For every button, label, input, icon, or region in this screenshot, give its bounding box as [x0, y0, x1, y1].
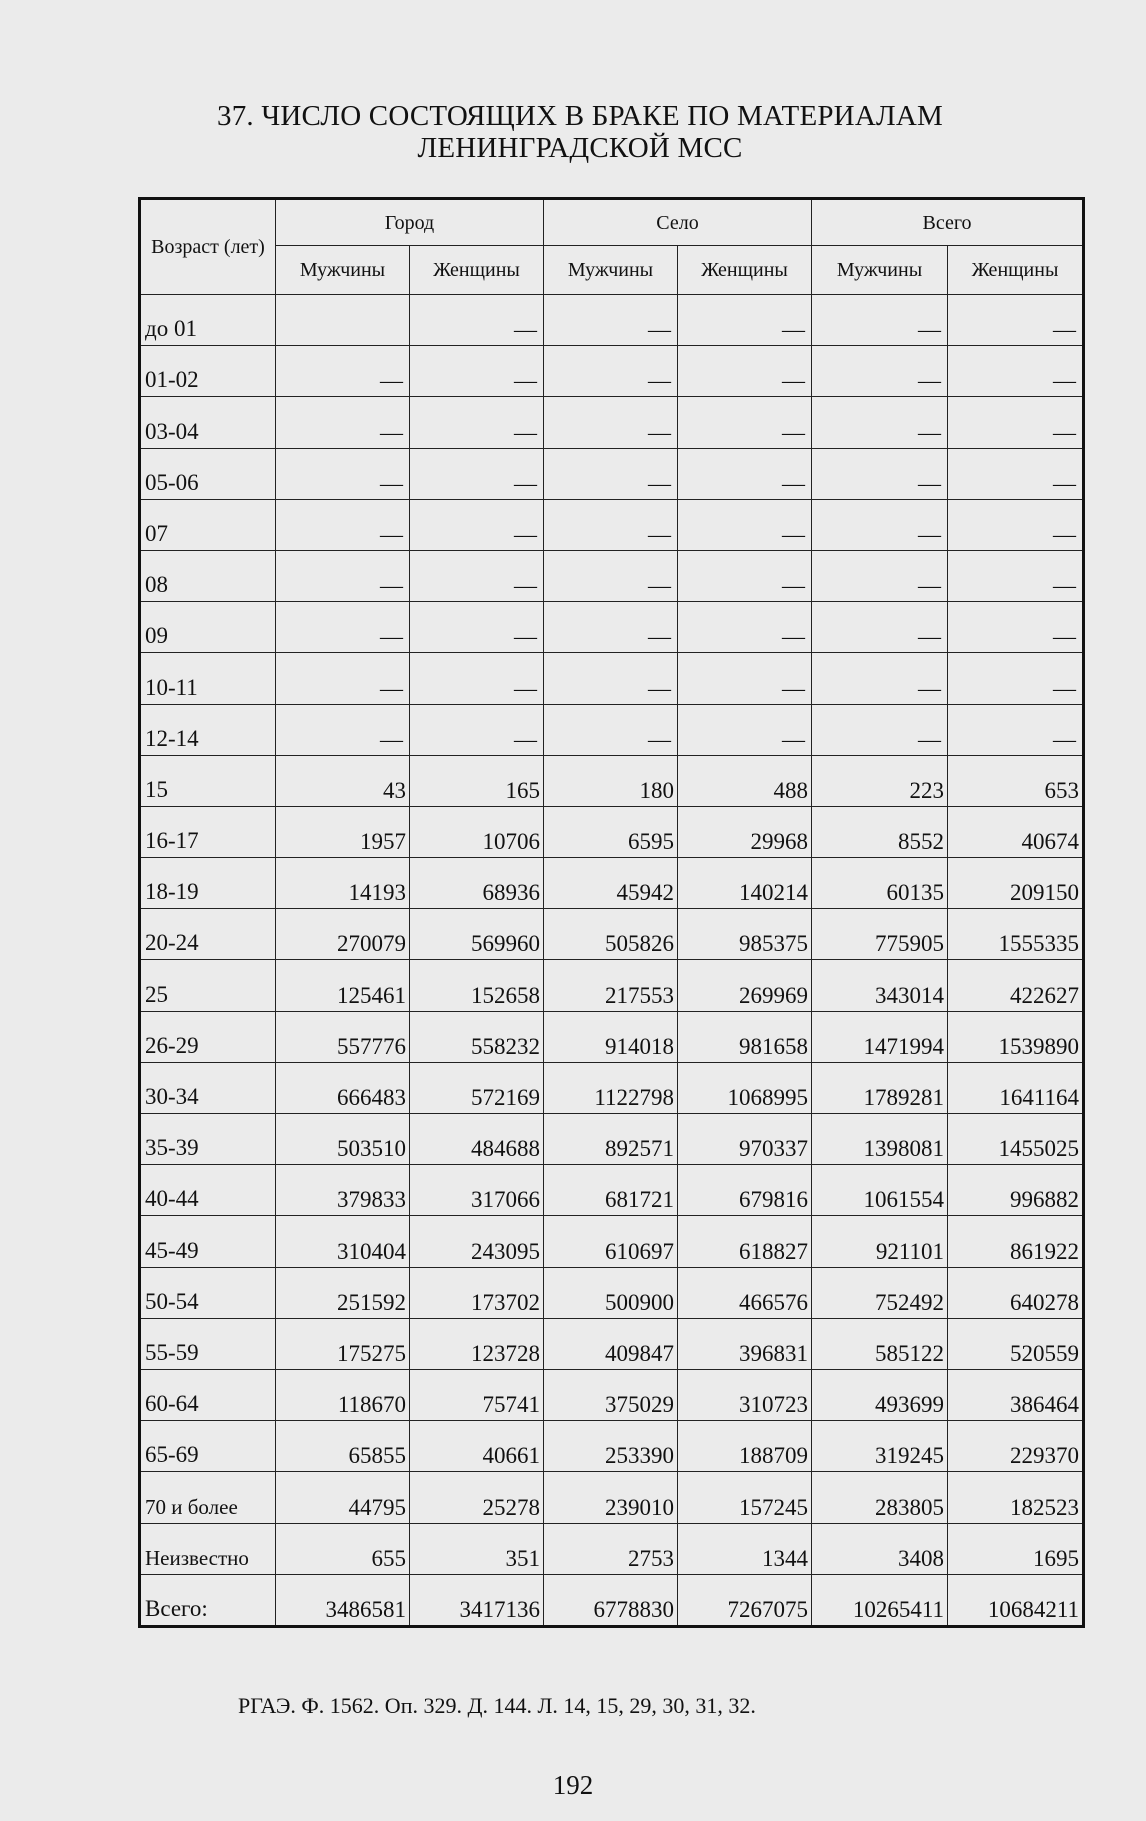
table-row — [140, 806, 1084, 857]
value-cell: 618827 — [678, 1216, 812, 1267]
value-cell: — — [948, 704, 1084, 755]
value-cell: — — [276, 704, 410, 755]
group-header-city: Город — [276, 199, 544, 246]
value-cell: 1455025 — [948, 1114, 1084, 1165]
value-cell: 640278 — [948, 1267, 1084, 1318]
value-cell: — — [812, 397, 948, 448]
value-cell: 243095 — [410, 1216, 544, 1267]
value-cell: 173702 — [410, 1267, 544, 1318]
value-cell: — — [678, 448, 812, 499]
table-row — [140, 550, 1084, 601]
value-cell: — — [410, 499, 544, 550]
value-cell: — — [276, 550, 410, 601]
value-cell: 503510 — [276, 1114, 410, 1165]
subheader-total-women: Женщины — [948, 246, 1084, 295]
age-cell: 35-39 — [140, 1114, 276, 1165]
table-row — [140, 1523, 1084, 1574]
value-cell: 1122798 — [544, 1062, 678, 1113]
table-row — [140, 1472, 1084, 1523]
value-cell: 996882 — [948, 1165, 1084, 1216]
value-cell: 60135 — [812, 858, 948, 909]
value-cell: 1555335 — [948, 909, 1084, 960]
table-row — [140, 1011, 1084, 1062]
value-cell: — — [678, 397, 812, 448]
value-cell: 251592 — [276, 1267, 410, 1318]
table-row — [140, 295, 1084, 346]
value-cell: 3486581 — [276, 1574, 410, 1626]
value-cell: — — [678, 602, 812, 653]
marriage-table — [138, 197, 1085, 1628]
age-cell: 70 и более — [140, 1472, 276, 1523]
value-cell: — — [678, 550, 812, 601]
value-cell: 493699 — [812, 1369, 948, 1420]
value-cell: 558232 — [410, 1011, 544, 1062]
page-number: 192 — [552, 1770, 594, 1800]
value-cell: 681721 — [544, 1165, 678, 1216]
value-cell: — — [948, 550, 1084, 601]
table-row — [140, 653, 1084, 704]
value-cell: 981658 — [678, 1011, 812, 1062]
value-cell: 422627 — [948, 960, 1084, 1011]
value-cell: 610697 — [544, 1216, 678, 1267]
value-cell: 585122 — [812, 1318, 948, 1369]
value-cell: 175275 — [276, 1318, 410, 1369]
value-cell: 666483 — [276, 1062, 410, 1113]
value-cell: 775905 — [812, 909, 948, 960]
value-cell: — — [948, 653, 1084, 704]
subheader-village-women: Женщины — [678, 246, 812, 295]
age-cell: 20-24 — [140, 909, 276, 960]
value-cell: 10706 — [410, 806, 544, 857]
value-cell: — — [410, 653, 544, 704]
value-cell: 123728 — [410, 1318, 544, 1369]
value-cell: 1641164 — [948, 1062, 1084, 1113]
table-row — [140, 1062, 1084, 1113]
source-note: РГАЭ. Ф. 1562. Оп. 329. Д. 144. Л. 14, 15, 29, 30, 31, 32. — [238, 1693, 756, 1718]
value-cell: 466576 — [678, 1267, 812, 1318]
value-cell: — — [812, 704, 948, 755]
value-cell: 310723 — [678, 1369, 812, 1420]
value-cell: — — [276, 602, 410, 653]
value-cell: 1539890 — [948, 1011, 1084, 1062]
value-cell: 188709 — [678, 1421, 812, 1472]
value-cell: 68936 — [410, 858, 544, 909]
age-cell: 60-64 — [140, 1369, 276, 1420]
value-cell: 1344 — [678, 1523, 812, 1574]
value-cell: 310404 — [276, 1216, 410, 1267]
age-cell: 55-59 — [140, 1318, 276, 1369]
value-cell: 118670 — [276, 1369, 410, 1420]
value-cell: 970337 — [678, 1114, 812, 1165]
value-cell: 270079 — [276, 909, 410, 960]
value-cell: 1695 — [948, 1523, 1084, 1574]
value-cell: — — [812, 653, 948, 704]
value-cell: 1471994 — [812, 1011, 948, 1062]
value-cell: 40674 — [948, 806, 1084, 857]
value-cell: 488 — [678, 755, 812, 806]
subheader-village-men: Мужчины — [544, 246, 678, 295]
value-cell: 386464 — [948, 1369, 1084, 1420]
value-cell: 1789281 — [812, 1062, 948, 1113]
value-cell: 653 — [948, 755, 1084, 806]
table-row — [140, 1574, 1084, 1626]
value-cell: — — [544, 448, 678, 499]
value-cell: 520559 — [948, 1318, 1084, 1369]
table-row — [140, 1267, 1084, 1318]
table-row — [140, 909, 1084, 960]
age-cell: 25 — [140, 960, 276, 1011]
value-cell: — — [678, 653, 812, 704]
table-row — [140, 858, 1084, 909]
value-cell: 253390 — [544, 1421, 678, 1472]
table-row — [140, 960, 1084, 1011]
value-cell: 375029 — [544, 1369, 678, 1420]
value-cell: 10684211 — [948, 1574, 1084, 1626]
value-cell: — — [544, 550, 678, 601]
age-cell: 15 — [140, 755, 276, 806]
value-cell: — — [410, 704, 544, 755]
value-cell: — — [948, 499, 1084, 550]
value-cell: 572169 — [410, 1062, 544, 1113]
table-row — [140, 1216, 1084, 1267]
value-cell: 7267075 — [678, 1574, 812, 1626]
value-cell: 985375 — [678, 909, 812, 960]
value-cell: — — [410, 397, 544, 448]
value-cell: — — [948, 346, 1084, 397]
age-cell: Неизвестно — [140, 1523, 276, 1574]
table-row — [140, 1369, 1084, 1420]
title-line-2: ЛЕНИНГРАДСКОЙ МСС — [417, 132, 743, 164]
value-cell: — — [410, 550, 544, 601]
value-cell: 505826 — [544, 909, 678, 960]
age-cell: 09 — [140, 602, 276, 653]
value-cell: 679816 — [678, 1165, 812, 1216]
value-cell: — — [276, 448, 410, 499]
table-row — [140, 704, 1084, 755]
value-cell: 351 — [410, 1523, 544, 1574]
value-cell: 165 — [410, 755, 544, 806]
age-cell: 10-11 — [140, 653, 276, 704]
group-header-total: Всего — [812, 199, 1084, 246]
value-cell: 3408 — [812, 1523, 948, 1574]
value-cell: — — [678, 499, 812, 550]
value-cell: 752492 — [812, 1267, 948, 1318]
age-cell: 16-17 — [140, 806, 276, 857]
value-cell: 182523 — [948, 1472, 1084, 1523]
table-row — [140, 1318, 1084, 1369]
age-cell: 07 — [140, 499, 276, 550]
value-cell: 283805 — [812, 1472, 948, 1523]
table-body — [140, 295, 1084, 1627]
value-cell: — — [544, 653, 678, 704]
value-cell: 29968 — [678, 806, 812, 857]
value-cell: 75741 — [410, 1369, 544, 1420]
value-cell: 343014 — [812, 960, 948, 1011]
value-cell: — — [544, 704, 678, 755]
age-cell: 40-44 — [140, 1165, 276, 1216]
value-cell: — — [812, 346, 948, 397]
value-cell: 40661 — [410, 1421, 544, 1472]
age-cell: 12-14 — [140, 704, 276, 755]
value-cell: 217553 — [544, 960, 678, 1011]
group-header-village: Село — [544, 199, 812, 246]
value-cell: — — [544, 397, 678, 448]
value-cell: 1957 — [276, 806, 410, 857]
age-cell: 26-29 — [140, 1011, 276, 1062]
value-cell: 269969 — [678, 960, 812, 1011]
value-cell: — — [410, 448, 544, 499]
value-cell: 861922 — [948, 1216, 1084, 1267]
value-cell: — — [812, 499, 948, 550]
value-cell: 229370 — [948, 1421, 1084, 1472]
value-cell: 10265411 — [812, 1574, 948, 1626]
age-cell: 65-69 — [140, 1421, 276, 1472]
value-cell: 45942 — [544, 858, 678, 909]
age-cell: 05-06 — [140, 448, 276, 499]
value-cell: 125461 — [276, 960, 410, 1011]
age-header: Возраст (лет) — [140, 199, 276, 295]
value-cell: 223 — [812, 755, 948, 806]
table-row — [140, 1165, 1084, 1216]
value-cell: — — [276, 653, 410, 704]
table-row — [140, 499, 1084, 550]
value-cell: — — [276, 397, 410, 448]
value-cell: 44795 — [276, 1472, 410, 1523]
value-cell: — — [410, 602, 544, 653]
value-cell: 2753 — [544, 1523, 678, 1574]
value-cell: — — [812, 550, 948, 601]
value-cell: 1061554 — [812, 1165, 948, 1216]
value-cell: 379833 — [276, 1165, 410, 1216]
value-cell: 396831 — [678, 1318, 812, 1369]
value-cell: 569960 — [410, 909, 544, 960]
value-cell: — — [276, 346, 410, 397]
value-cell: 500900 — [544, 1267, 678, 1318]
table-row — [140, 755, 1084, 806]
value-cell: 484688 — [410, 1114, 544, 1165]
value-cell: — — [544, 295, 678, 346]
value-cell: 317066 — [410, 1165, 544, 1216]
value-cell: — — [812, 295, 948, 346]
value-cell: 655 — [276, 1523, 410, 1574]
value-cell: 921101 — [812, 1216, 948, 1267]
value-cell: 6595 — [544, 806, 678, 857]
value-cell: 239010 — [544, 1472, 678, 1523]
age-cell: 45-49 — [140, 1216, 276, 1267]
value-cell: — — [410, 295, 544, 346]
age-cell: 50-54 — [140, 1267, 276, 1318]
table-title — [150, 100, 1010, 164]
value-cell: — — [678, 295, 812, 346]
age-cell: 01-02 — [140, 346, 276, 397]
value-cell: 914018 — [544, 1011, 678, 1062]
value-cell: 65855 — [276, 1421, 410, 1472]
value-cell: — — [812, 448, 948, 499]
value-cell: 8552 — [812, 806, 948, 857]
age-cell: 03-04 — [140, 397, 276, 448]
value-cell: — — [544, 499, 678, 550]
value-cell: — — [678, 704, 812, 755]
value-cell: 209150 — [948, 858, 1084, 909]
value-cell: 14193 — [276, 858, 410, 909]
value-cell: — — [948, 602, 1084, 653]
table-row — [140, 448, 1084, 499]
value-cell: 892571 — [544, 1114, 678, 1165]
value-cell: — — [410, 346, 544, 397]
age-cell: Всего: — [140, 1574, 276, 1626]
value-cell: 557776 — [276, 1011, 410, 1062]
table-row — [140, 602, 1084, 653]
value-cell: — — [544, 346, 678, 397]
title-line-1: 37. ЧИСЛО СОСТОЯЩИХ В БРАКЕ ПО МАТЕРИАЛАМ — [217, 100, 943, 132]
value-cell: 6778830 — [544, 1574, 678, 1626]
value-cell: — — [812, 602, 948, 653]
value-cell: — — [678, 346, 812, 397]
value-cell: — — [948, 448, 1084, 499]
value-cell: — — [276, 499, 410, 550]
subheader-city-women: Женщины — [410, 246, 544, 295]
age-cell: до 01 — [140, 295, 276, 346]
value-cell: 1398081 — [812, 1114, 948, 1165]
value-cell: — — [544, 602, 678, 653]
table-row — [140, 1114, 1084, 1165]
subheader-total-men: Мужчины — [812, 246, 948, 295]
age-cell: 08 — [140, 550, 276, 601]
value-cell: 319245 — [812, 1421, 948, 1472]
value-cell: 152658 — [410, 960, 544, 1011]
value-cell: 140214 — [678, 858, 812, 909]
table-row — [140, 1421, 1084, 1472]
age-cell: 18-19 — [140, 858, 276, 909]
value-cell: 1068995 — [678, 1062, 812, 1113]
value-cell: 43 — [276, 755, 410, 806]
age-cell: 30-34 — [140, 1062, 276, 1113]
value-cell: 25278 — [410, 1472, 544, 1523]
table-row — [140, 397, 1084, 448]
value-cell — [276, 295, 410, 346]
value-cell: 3417136 — [410, 1574, 544, 1626]
value-cell: 180 — [544, 755, 678, 806]
value-cell: 157245 — [678, 1472, 812, 1523]
value-cell: 409847 — [544, 1318, 678, 1369]
table-row — [140, 346, 1084, 397]
subheader-city-men: Мужчины — [276, 246, 410, 295]
value-cell: — — [948, 397, 1084, 448]
value-cell: — — [948, 295, 1084, 346]
